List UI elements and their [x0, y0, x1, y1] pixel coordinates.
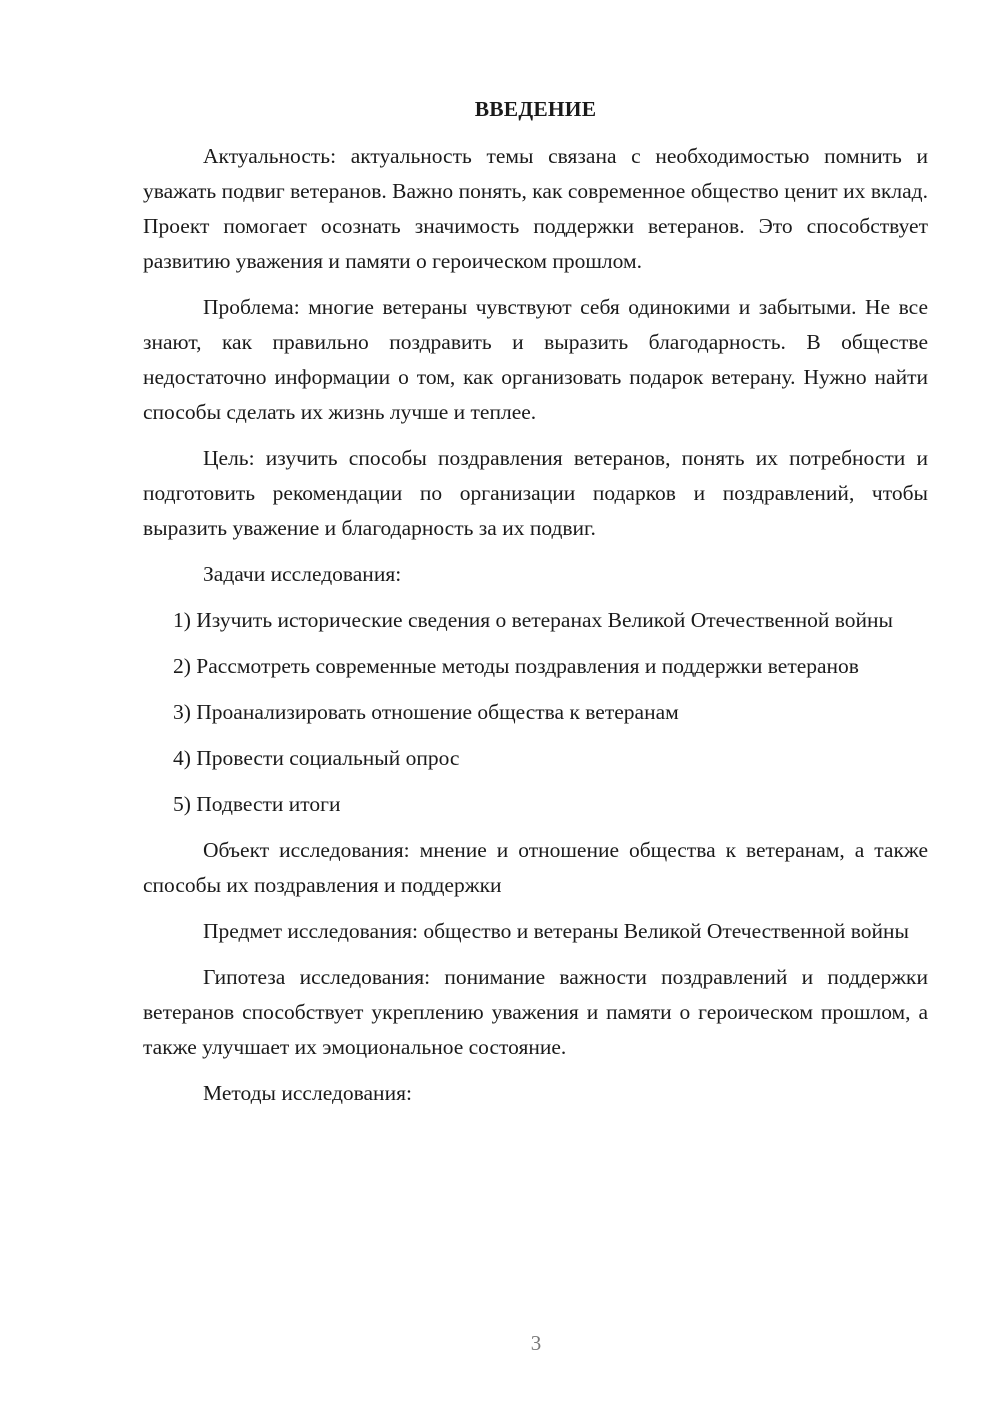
tasks-heading: Задачи исследования: — [203, 562, 402, 586]
section-title: ВВЕДЕНИЕ — [474, 97, 597, 121]
methods-heading: Методы исследования: — [203, 1081, 412, 1105]
hypothesis-paragraph: Гипотеза исследования: понимание важности поздравлений и поддержки ветеранов способствует укреплению уважения и памяти о героическом прошлом, а также улучшает их эмоциональное состояние. — [143, 965, 928, 1059]
task-item-4: 4) Провести социальный опрос — [173, 746, 460, 770]
task-item-1: 1) Изучить исторические сведения о ветеранах Великой Отечественной войны — [173, 608, 893, 632]
page-number: 3 — [530, 1331, 542, 1355]
document-page — [143, 92, 928, 1122]
task-item-2: 2) Рассмотреть современные методы поздравления и поддержки ветеранов — [173, 654, 859, 678]
relevance-paragraph: Актуальность: актуальность темы связана с необходимостью помнить и уважать подвиг ветеранов. Важно понять, как современное общество ценит их вклад. Проект помогает осознать значимость поддержки ветеранов. Это способствует развитию уважения и памяти о героическом прошлом. — [143, 144, 928, 273]
object-paragraph: Объект исследования: мнение и отношение общества к ветеранам, а также способы их поздравления и поддержки — [143, 838, 928, 897]
task-item-5: 5) Подвести итоги — [173, 792, 341, 816]
task-item-3: 3) Проанализировать отношение общества к ветеранам — [173, 700, 679, 724]
problem-paragraph: Проблема: многие ветераны чувствуют себя одинокими и забытыми. Не все знают, как правильно поздравить и выразить благодарность. В обществе недостаточно информации о том, как организовать подарок ветерану. Нужно найти способы сделать их жизнь лучше и теплее. — [143, 295, 928, 424]
goal-paragraph: Цель: изучить способы поздравления ветеранов, понять их потребности и подготовить рекомендации по организации подарков и поздравлений, чтобы выразить уважение и благодарность за их подвиг. — [143, 446, 928, 540]
subject-paragraph: Предмет исследования: общество и ветераны Великой Отечественной войны — [203, 919, 910, 943]
